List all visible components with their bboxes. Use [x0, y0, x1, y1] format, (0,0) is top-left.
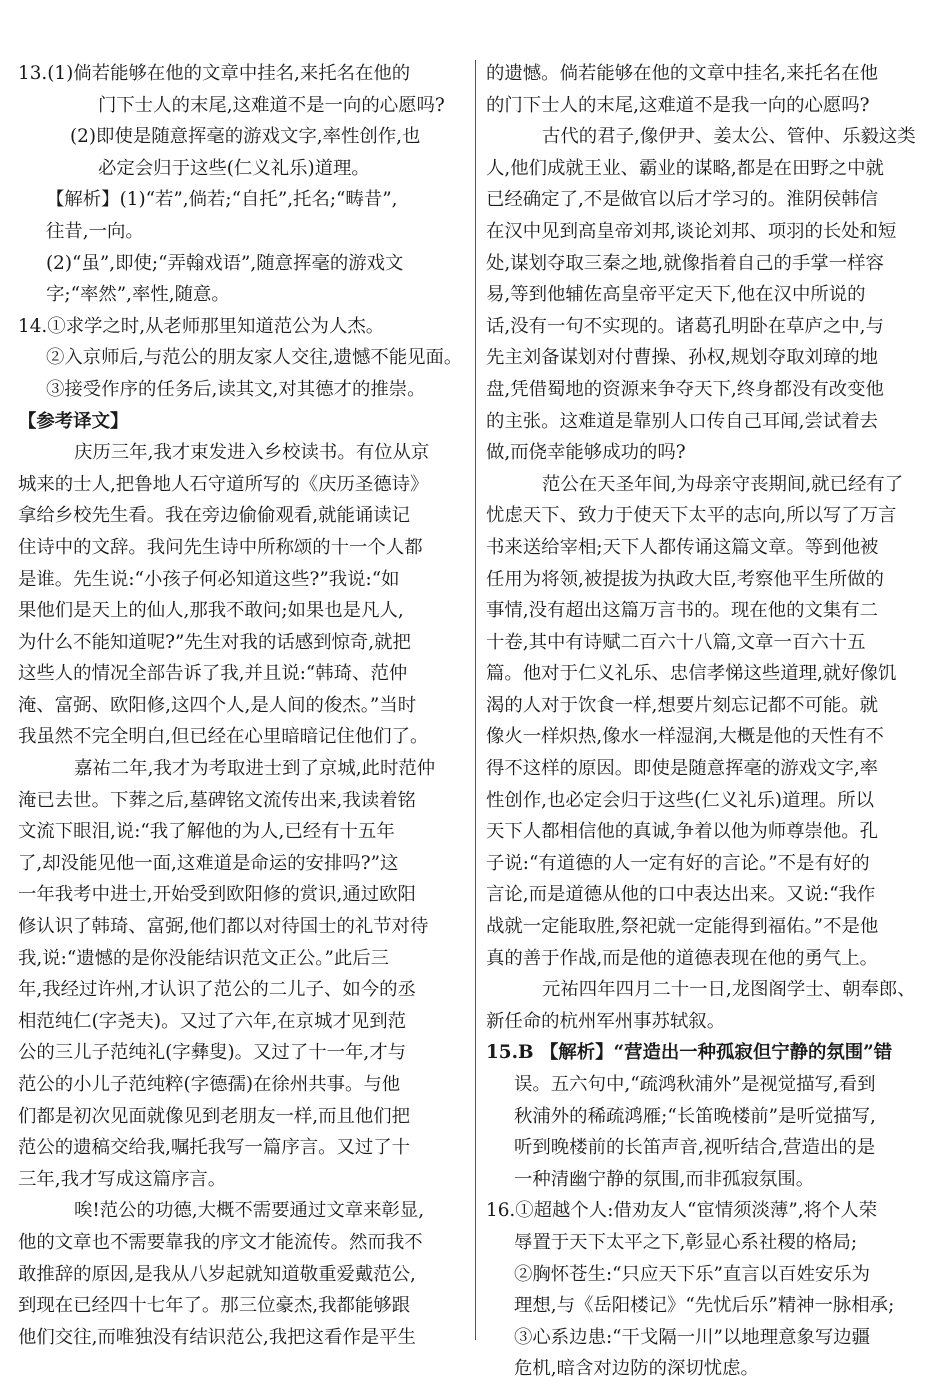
right-column-line: 先主刘备谋划对付曹操、孙权,规划夺取刘璋的地	[486, 347, 879, 369]
right-column-line: 处,谋划夺取三秦之地,就像指着自己的手掌一样容	[486, 252, 884, 274]
right-column-line: 秋浦外的稀疏鸿雁;“长笛晚楼前”是听觉描写,	[514, 1105, 876, 1127]
left-column-line: 住诗中的文辞。我问先生诗中所称颂的十一个人都	[18, 536, 423, 558]
right-column-line: 危机,暗含对边防的深切忧虑。	[514, 1358, 759, 1380]
left-column-line: ②入京师后,与范公的朋友家人交往,遗憾不能见面。	[46, 347, 463, 369]
left-column-line: 他的文章也不需要靠我的序文才能流传。然而我不	[18, 1231, 423, 1253]
right-column-line: 范公在天圣年间,为母亲守丧期间,就已经有了	[542, 473, 904, 495]
left-column-line: 13.(1)倘若能够在他的文章中挂名,来托名在他的	[18, 63, 411, 84]
right-column-line: 盘,凭借蜀地的资源来争夺天下,终身都没有改变他	[486, 378, 884, 400]
left-column-line: 到现在已经四十七年了。那三位豪杰,我都能够跟	[18, 1295, 411, 1317]
right-column-line: 性创作,也必定会归于这些(仁义礼乐)道理。所以	[486, 789, 875, 811]
right-column-line: 话,没有一句不实现的。诸葛孔明卧在草庐之中,与	[486, 315, 884, 337]
left-column-line: 14.①求学之时,从老师那里知道范公为人杰。	[18, 315, 385, 337]
right-column-line: 辱置于天下太平之下,彰显心系社稷的格局;	[514, 1231, 858, 1253]
right-column-line: 15.B 【解析】“营造出一种孤寂但宁静的氛围”错	[486, 1042, 893, 1064]
right-column-line: ②胸怀苍生:“只应天下乐”直言以百姓安乐为	[514, 1263, 871, 1285]
left-column-line: 一年我考中进士,开始受到欧阳修的赏识,通过欧阳	[18, 884, 416, 906]
right-column-line: 古代的君子,像伊尹、姜太公、管仲、乐毅这类	[542, 126, 916, 148]
left-column-line: 庆历三年,我才束发进入乡校读书。有位从京	[74, 442, 430, 464]
left-column-line: 城来的士人,把鲁地人石守道所写的《庆历圣德诗》	[18, 473, 429, 495]
right-column-line: 书来送给宰相;天下人都传诵这篇文章。等到他被	[486, 536, 879, 558]
right-column-line: 像火一样炽热,像水一样湿润,大概是他的天性有不	[486, 726, 884, 748]
right-column-line: 的门下士人的末尾,这难道不是我一向的心愿吗?	[486, 94, 870, 116]
right-column-line: 易,等到他辅佐高皇帝平定天下,他在汉中所说的	[486, 284, 866, 306]
column-divider	[475, 60, 476, 1340]
left-column-line: 范公的小儿子范纯粹(字德孺)在徐州共事。与他	[18, 1074, 401, 1095]
left-column-line: 敢推辞的原因,是我从八岁起就知道敬重爱戴范公,	[18, 1263, 416, 1285]
left-column-line: 【解析】(1)“若”,倘若;“自托”,托名;“畴昔”,	[46, 189, 398, 211]
left-column-line: 我,说:“遗憾的是你没能结识范文正公。”此后三	[18, 947, 390, 969]
left-column-line: 修认识了韩琦、富弼,他们都以对待国士的礼节对待	[18, 916, 429, 938]
right-column-line: 渴的人对于饮食一样,想要片刻忘记都不可能。就	[486, 694, 879, 716]
left-column-line: 相范纯仁(字尧夫)。又过了六年,在京城才见到范	[18, 1010, 407, 1032]
left-column-line: (2)“虽”,即使;“弄翰戏语”,随意挥毫的游戏文	[46, 252, 404, 274]
left-column-line: 嘉祐二年,我才为考取进士到了京城,此时范仲	[74, 758, 436, 780]
right-column-line: 一种清幽宁静的氛围,而非孤寂氛围。	[514, 1168, 815, 1190]
right-column-line: 事情,没有超出这篇万言书的。现在他的文集有二	[486, 600, 879, 622]
right-column-line: 人,他们成就王业、霸业的谋略,都是在田野之中就	[486, 157, 884, 179]
right-column-line: 的主张。这难道是靠别人口传自己耳闻,尝试着去	[486, 410, 879, 432]
left-column-line: 果他们是天上的仙人,那我不敢问;如果也是凡人,	[18, 600, 404, 622]
left-column-line: 为什么不能知道呢?”先生对我的话感到惊奇,就把	[18, 631, 411, 653]
right-column-line: 真的善于作战,而是他的道德表现在他的勇气上。	[486, 947, 879, 969]
left-column-line: 这些人的情况全部告诉了我,并且说:“韩琦、范仲	[18, 663, 408, 685]
right-column-line: 子说:“有道德的人一定有好的言论。”不是有好的	[486, 852, 870, 874]
left-column-line: 们都是初次见面就像见到老朋友一样,而且他们把	[18, 1105, 411, 1127]
right-column-line: 误。五六句中,“疏鸿秋浦外”是视觉描写,看到	[514, 1074, 876, 1095]
left-column-line: 淹、富弼、欧阳修,这四个人,是人间的俊杰。”当时	[18, 694, 417, 716]
left-column-line: (2)即使是随意挥毫的游戏文字,率性创作,也	[70, 126, 421, 148]
left-column-line: 字;“率然”,率性,随意。	[46, 284, 230, 306]
left-column-line: 唉!范公的功德,大概不需要通过文章来彰显,	[74, 1200, 425, 1222]
right-column-line: 理想,与《岳阳楼记》“先忧后乐”精神一脉相承;	[514, 1295, 895, 1317]
right-column-line: 在汉中见到高皇帝刘邦,谈论刘邦、项羽的长处和短	[486, 220, 897, 242]
left-column-line: 文流下眼泪,说:“我了解他的为人,已经有十五年	[18, 821, 395, 843]
left-column-line: 往昔,一向。	[46, 220, 144, 242]
left-column-line: 三年,我才写成这篇序言。	[18, 1168, 227, 1190]
left-column-line: 公的三儿子范纯礼(字彝叟)。又过了十一年,才与	[18, 1042, 407, 1064]
right-column-line: 16.①超越个人:借劝友人“宦情须淡薄”,将个人荣	[486, 1200, 878, 1222]
left-column-line: 【参考译文】	[18, 410, 129, 432]
left-column-line: 了,却没能见他一面,这难道是命运的安排吗?”这	[18, 852, 399, 874]
right-column-line: 十卷,其中有诗赋二百六十八篇,文章一百六十五	[486, 631, 866, 653]
right-column-line: 言论,而是道德从他的口中表达出来。又说:“我作	[486, 884, 876, 906]
right-column-line: 忧虑天下、致力于使天下太平的志向,所以写了万言	[486, 505, 897, 527]
left-column-line: 年,我经过许州,才认识了范公的二儿子、如今的丞	[18, 979, 416, 1001]
right-column-line: 战就一定能取胜,祭祀就一定能得到福佑。”不是他	[486, 916, 879, 938]
right-column-line: 听到晚楼前的长笛声音,视听结合,营造出的是	[514, 1137, 876, 1159]
left-column-line: 必定会归于这些(仁义礼乐)道理。	[98, 157, 370, 179]
right-column-line: 做,而侥幸能够成功的吗?	[486, 442, 686, 464]
right-column-line: 元祐四年四月二十一日,龙图阁学士、朝奉郎、	[542, 979, 916, 1001]
left-column-line: 门下士人的末尾,这难道不是一向的心愿吗?	[98, 94, 445, 116]
right-column-line: 的遗憾。倘若能够在他的文章中挂名,来托名在他	[486, 63, 879, 84]
left-column-line: ③接受作序的任务后,读其文,对其德才的推崇。	[46, 378, 426, 400]
right-column-line: 得不这样的原因。即使是随意挥毫的游戏文字,率	[486, 758, 879, 780]
left-column-line: 他们交往,而唯独没有结识范公,我把这看作是平生	[18, 1326, 416, 1348]
left-column-line: 范公的遗稿交给我,嘱托我写一篇序言。又过了十	[18, 1137, 411, 1159]
left-column-line: 我虽然不完全明白,但已经在心里暗暗记住他们了。	[18, 726, 429, 748]
right-column	[486, 58, 926, 1385]
right-column-line: 已经确定了,不是做官以后才学习的。淮阴侯韩信	[486, 189, 879, 211]
left-column-line: 淹已去世。下葬之后,墓碑铭文流传出来,我读着铭	[18, 789, 416, 811]
right-column-line: 任用为将领,被提拔为执政大臣,考察他平生所做的	[486, 568, 884, 590]
right-column-line: 天下人都相信他的真诚,争着以他为师尊崇他。孔	[486, 821, 879, 843]
left-column-line: 是谁。先生说:“小孩子何必知道这些?”我说:“如	[18, 568, 400, 590]
left-column-line: 拿给乡校先生看。我在旁边偷偷观看,就能诵读记	[18, 505, 411, 527]
left-column	[18, 58, 468, 1353]
right-column-line: 篇。他对于仁义礼乐、忠信孝悌这些道理,就好像饥	[486, 663, 897, 685]
right-column-line: 新任命的杭州军州事苏轼叙。	[486, 1010, 726, 1032]
right-column-line: ③心系边患:“干戈隔一川”以地理意象写边疆	[514, 1326, 871, 1348]
